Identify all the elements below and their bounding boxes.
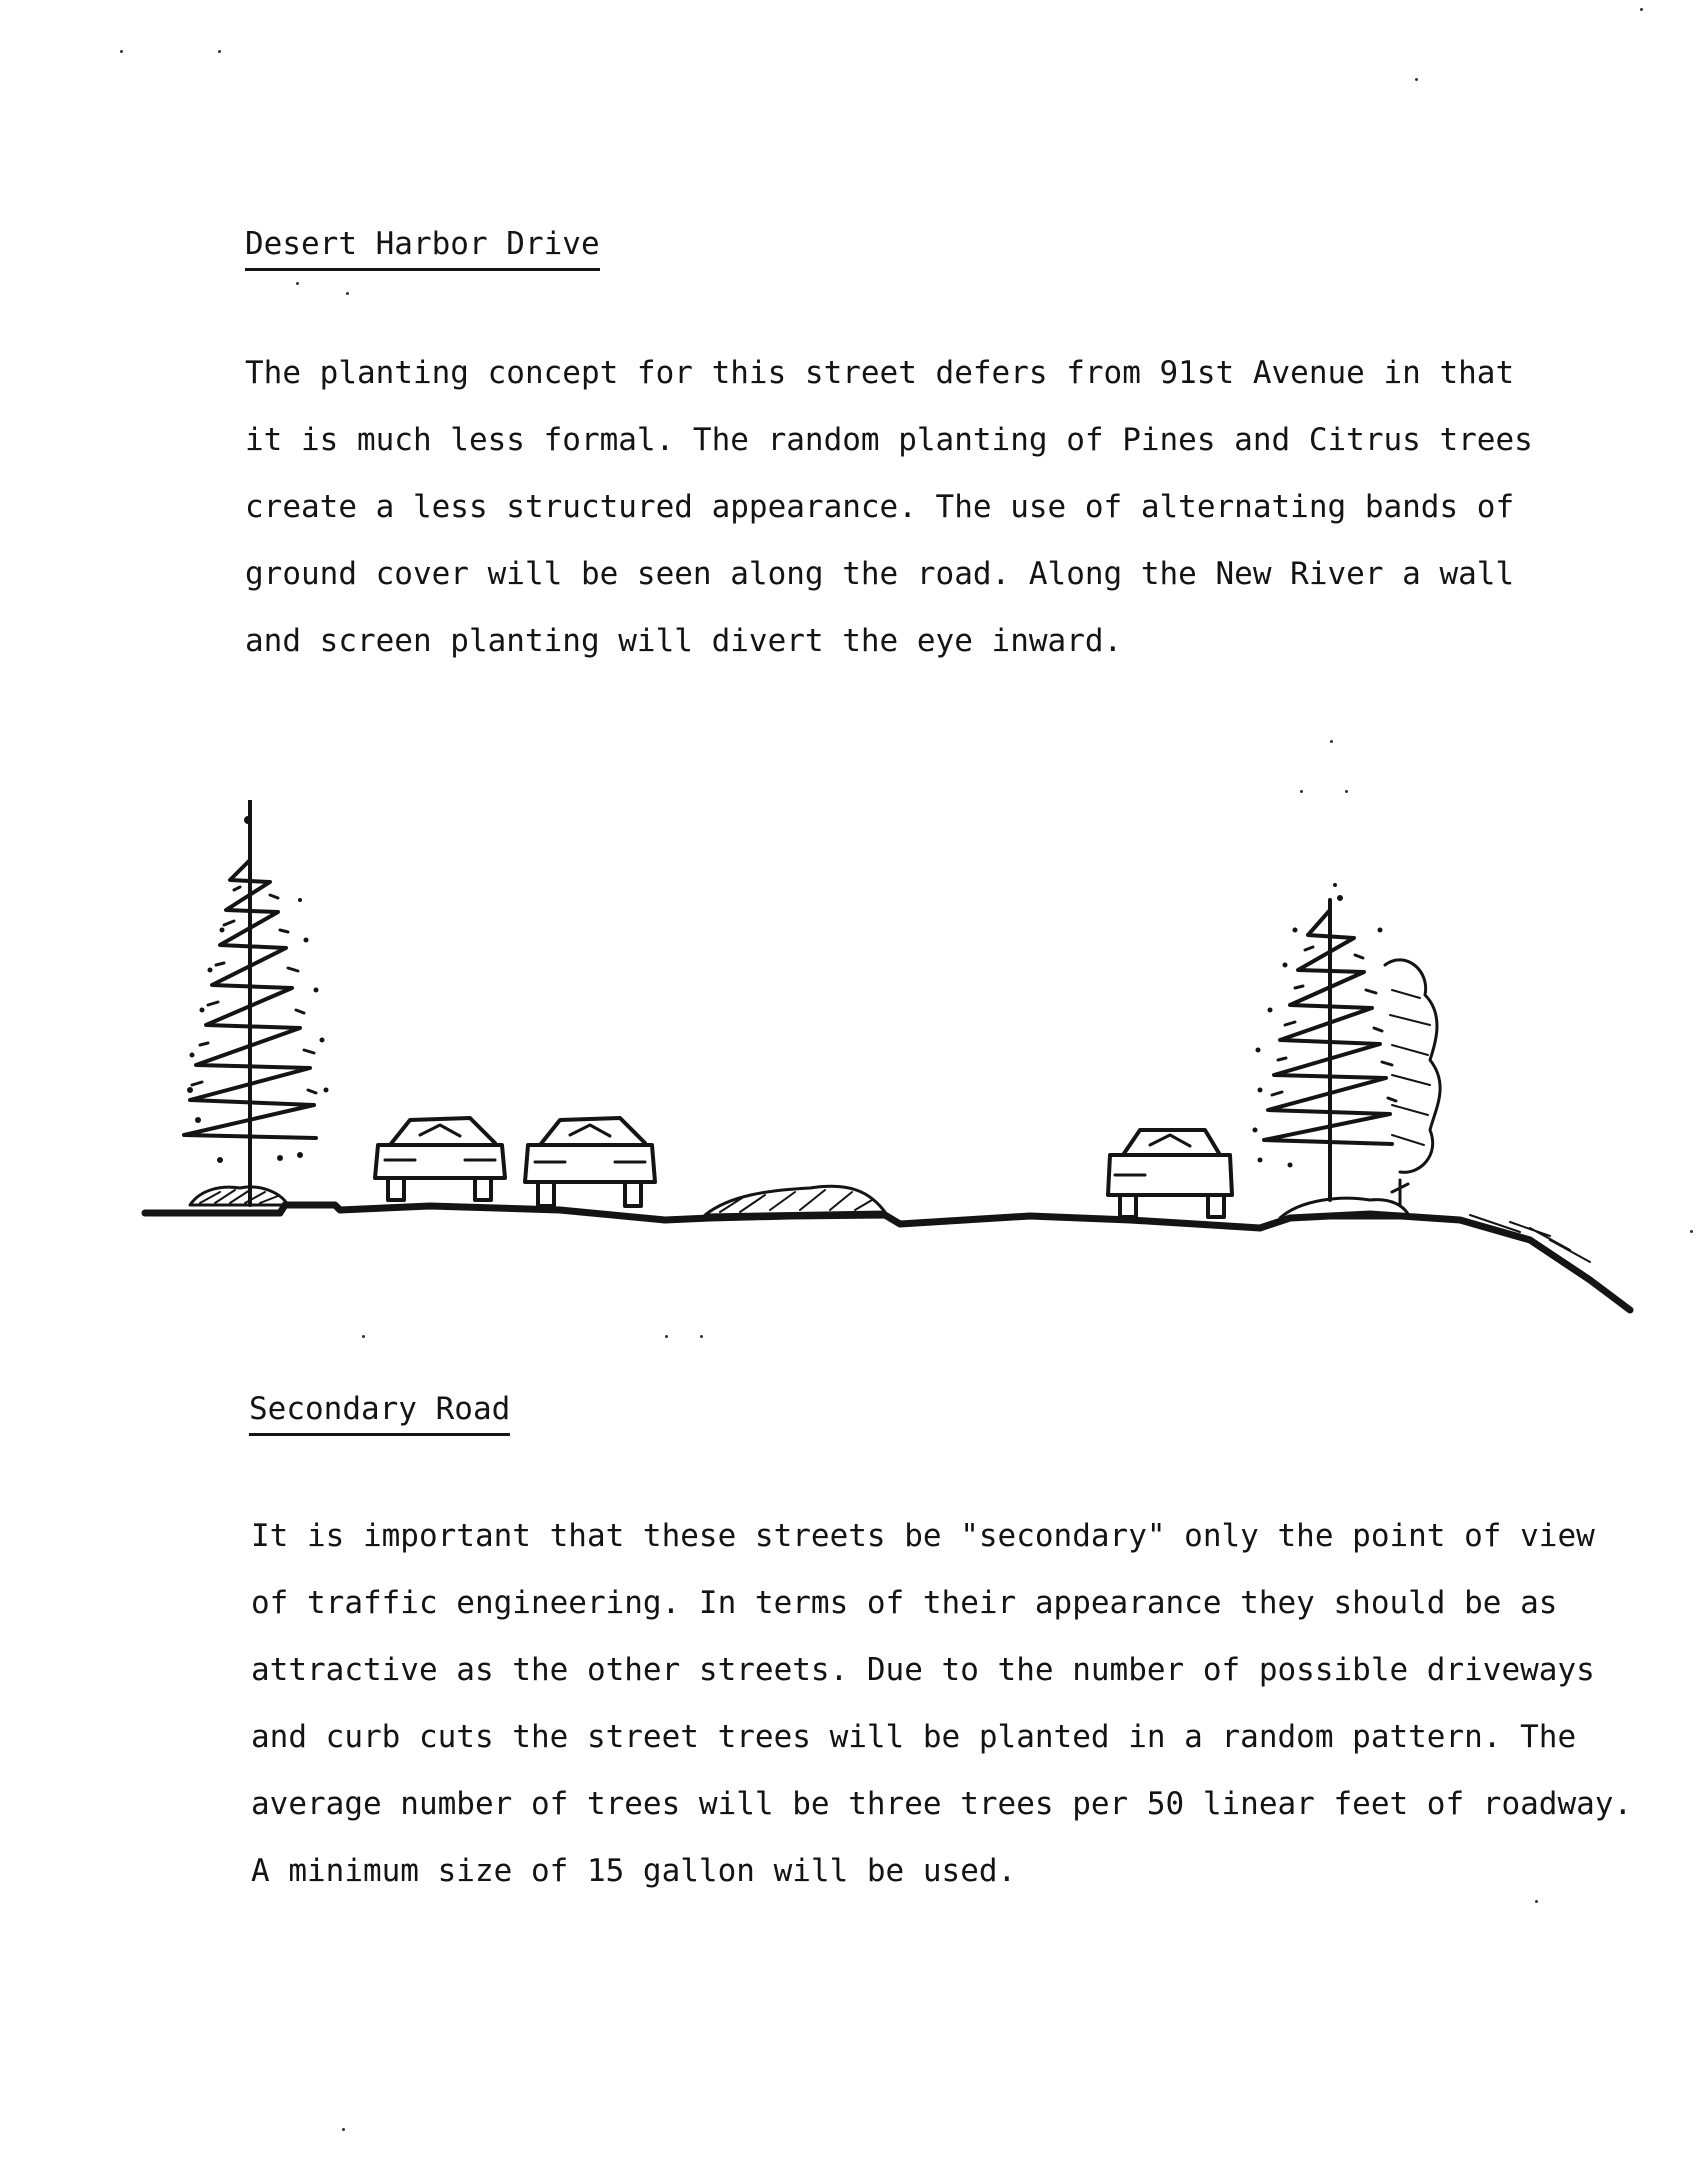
scan-speck (1415, 78, 1418, 81)
paragraph-line: and curb cuts the street trees will be planted in a random pattern. The (251, 1719, 1577, 1755)
scan-speck (296, 282, 299, 285)
paragraph-line: It is important that these streets be "secondary" only the point of view (251, 1518, 1595, 1554)
scan-speck (346, 292, 349, 295)
paragraph-line: of traffic engineering. In terms of their appearance they should be as (251, 1585, 1558, 1621)
scan-speck (1535, 1900, 1538, 1903)
scan-speck (700, 1335, 703, 1338)
paragraph-line: A minimum size of 15 gallon will be used. (251, 1853, 1017, 1889)
pine-tree-right (1264, 900, 1396, 1200)
scan-speck (1330, 740, 1333, 743)
scan-speck (120, 50, 123, 53)
scan-speck (342, 2128, 345, 2131)
screen-planting-wall (1385, 960, 1440, 1172)
paragraph-line: ground cover will be seen along the road. Along the New River a wall (245, 556, 1515, 592)
paragraph-desert-harbor-drive (245, 340, 1533, 675)
paragraph-line: and screen planting will divert the eye inward. (245, 623, 1123, 659)
pine-tree-left (184, 800, 316, 1205)
car-sketch-2 (525, 1118, 655, 1206)
scan-speck (218, 50, 221, 53)
street-section-illustration (130, 800, 1650, 1360)
paragraph-line: create a less structured appearance. The use of alternating bands of (245, 489, 1515, 525)
section-heading-desert-harbor-drive: Desert Harbor Drive (245, 226, 600, 271)
stipple-dots (187, 816, 1383, 1168)
scan-speck (1345, 790, 1348, 793)
paragraph-line: attractive as the other streets. Due to the number of possible driveways (251, 1652, 1595, 1688)
paragraph-line: average number of trees will be three trees per 50 linear feet of roadway. (251, 1786, 1633, 1822)
scan-speck (362, 1335, 365, 1338)
scan-speck (665, 1335, 668, 1338)
car-sketch-3 (1108, 1130, 1232, 1217)
paragraph-line: The planting concept for this street defers from 91st Avenue in that (245, 355, 1515, 391)
scan-speck (1300, 790, 1303, 793)
paragraph-line: it is much less formal. The random planting of Pines and Citrus trees (245, 422, 1533, 458)
scan-speck (1690, 1230, 1693, 1233)
section-heading-secondary-road: Secondary Road (249, 1391, 510, 1436)
car-sketch-1 (375, 1118, 505, 1200)
ground-line (145, 1205, 1630, 1310)
scan-speck (1640, 8, 1643, 11)
paragraph-secondary-road (251, 1503, 1632, 1905)
median-mound (705, 1186, 885, 1215)
